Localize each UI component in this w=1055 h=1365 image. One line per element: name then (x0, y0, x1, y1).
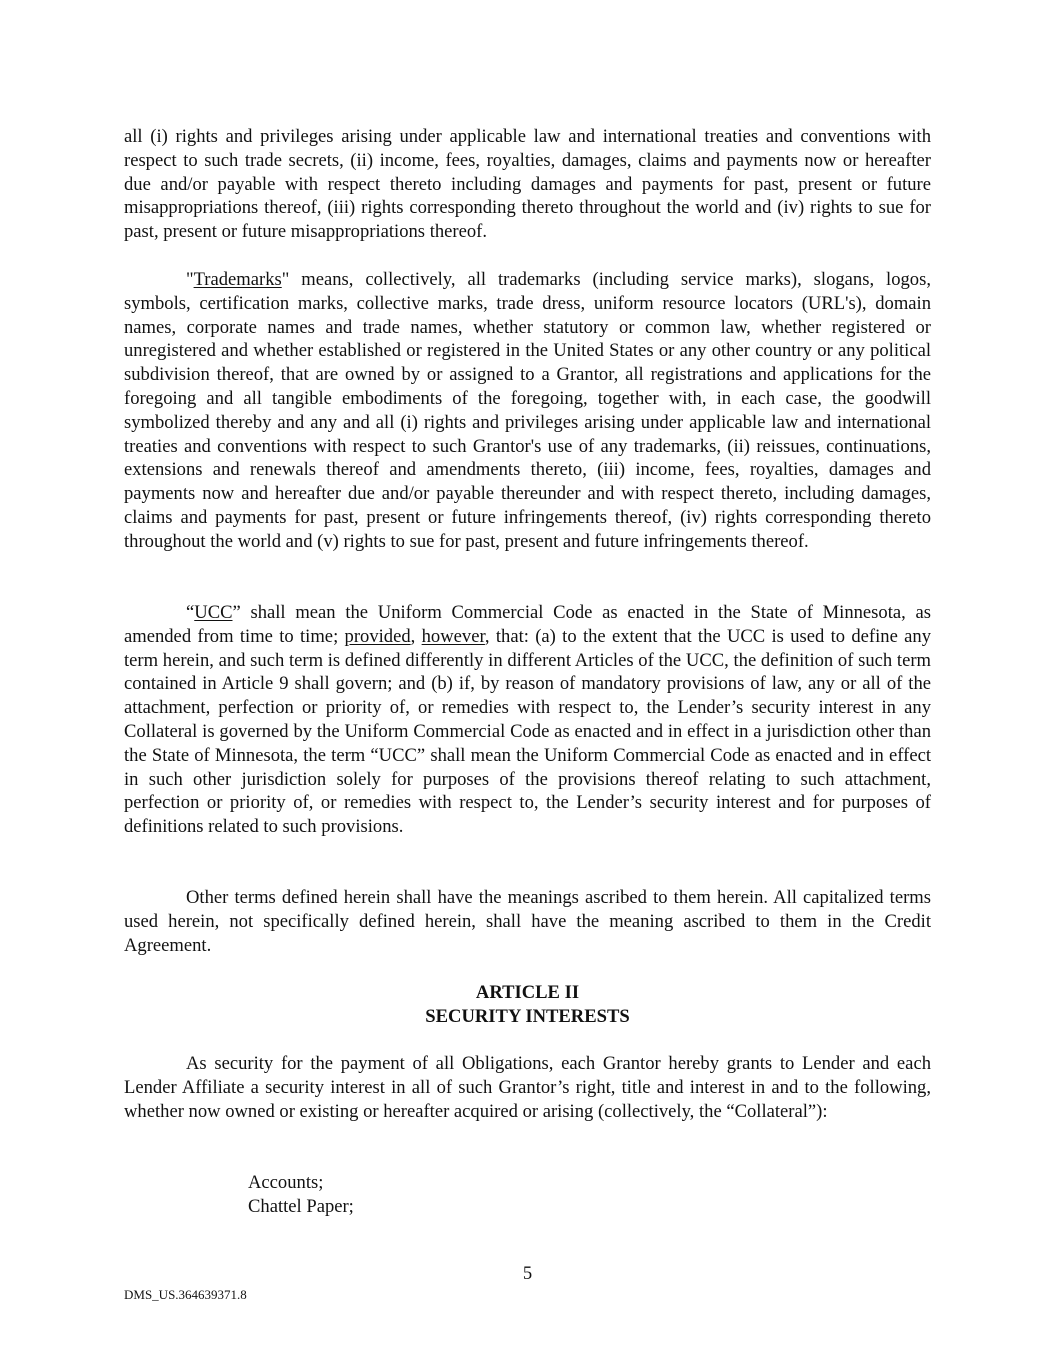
document-id: DMS_US.364639371.8 (124, 1287, 247, 1302)
collateral-item-accounts: Accounts; (248, 1172, 324, 1193)
trademarks-definition-text: " means, collectively, all trademarks (including service marks), slogans, logos, symbols, certification marks, collective marks, trade dress, uniform resource locators (URL's), domain names, corporate names and trade names, whether statutory or common law, whether registered or unregistered and whether established or registered in the United States or any other country or any political subdivision thereof, that are owned by or assigned to a Grantor, all registrations and applications for the foregoing and all tangible embodiments of the foregoing, together with, in each case, the goodwill symbolized thereby and any and all (i) rights and privileges arising under applicable law and international treaties and conventions with respect to such Grantor's use of any trademarks, (ii) reissues, continuations, extensions and renewals thereof and amendments thereto, (iii) income, fees, royalties, damages and payments now and hereafter due and/or payable thereunder and with respect thereto, including damages, claims and payments for past, present or future infringements thereof, (iv) rights corresponding thereto throughout the world and (v) rights to sue for past, present and future infringements thereof. (124, 269, 931, 552)
paragraph-other-terms: Other terms defined herein shall have the meanings ascribed to them herein. All capitalized terms used herein, not specifically defined herein, shall have the meaning ascribed to them in the Credit Agreement. (124, 887, 931, 956)
paragraph-trade-secrets-continuation: all (i) rights and privileges arising under applicable law and international treaties and conventions with respect to such trade secrets, (ii) income, fees, royalties, damages, claims and payments now or hereafter due and/or payable with respect thereto including damages and payments for past, present or future misappropriations thereof, (iii) rights corresponding thereto throughout the world and (iv) rights to sue for past, present or future misappropriations thereof. (124, 126, 931, 243)
comma: , (410, 625, 422, 647)
paragraph-security-grant: As security for the payment of all Obligations, each Grantor hereby grants to Lender and each Lender Affiliate a security interest in all of such Grantor’s right, title and interest in and to the following, whether now owned or existing or hereafter acquired or arising (collectively, the “Collateral”): (124, 1053, 931, 1122)
defined-term-ucc: UCC (194, 602, 233, 623)
open-quote: " (186, 269, 194, 290)
article-title: SECURITY INTERESTS (425, 1006, 630, 1027)
page-number: 5 (522, 1263, 533, 1284)
ucc-text-part1: ” shall mean the Uniform Commercial Code as enacted in the State of Minnesota, as amended from time to time; (124, 602, 931, 647)
paragraph-trademarks-definition (124, 268, 931, 554)
paragraph-ucc-definition (124, 601, 931, 839)
ucc-text-part2: , that: (a) to the extent that the UCC is used to define any term herein, and such term is defined differently in different Articles of the UCC, the definition of such term contained in Article 9 shall govern; and (b) if, by reason of mandatory provisions of law, any or all of the attachment, perfection or priority of, or remedies with respect to, the Lender’s security interest in any Collateral is governed by the Uniform Commercial Code as enacted and in effect in a jurisdiction other than the State of Minnesota, the term “UCC” shall mean the Uniform Commercial Code as enacted and in effect in such other jurisdiction solely for purposes of the provisions thereof relating to such attachment, perfection or priority of, or remedies with respect to, the Lender’s security interest and for purposes of definitions related to such provisions. (124, 625, 931, 838)
defined-term-trademarks: Trademarks (193, 269, 282, 290)
term-provided: provided (344, 625, 411, 647)
open-quote: “ (186, 602, 195, 623)
term-however: however (421, 625, 485, 647)
collateral-item-chattel-paper: Chattel Paper; (248, 1195, 354, 1217)
article-number: ARTICLE II (475, 982, 580, 1003)
collateral-list (248, 1171, 354, 1219)
